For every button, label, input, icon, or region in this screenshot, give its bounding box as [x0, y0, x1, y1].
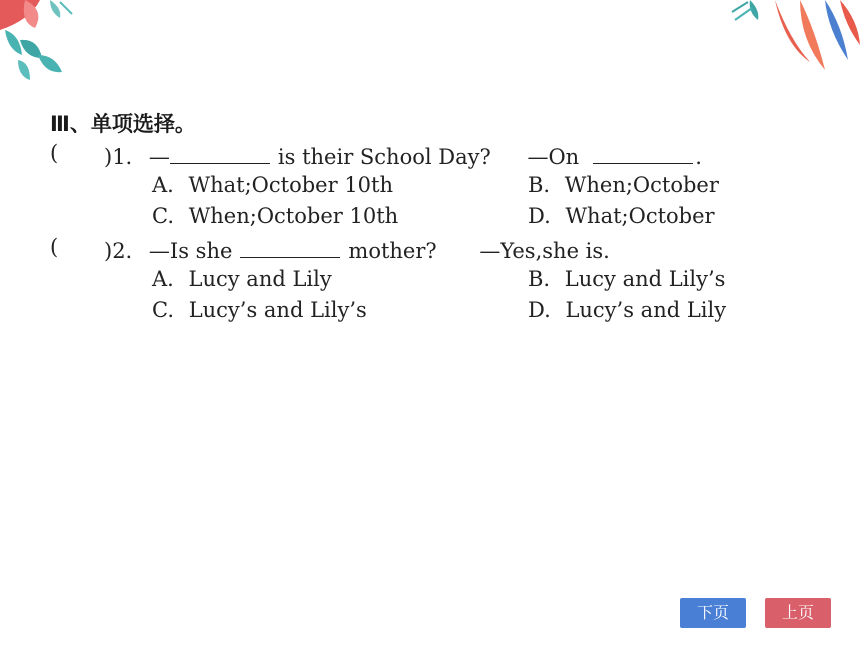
- option-letter: A.: [152, 267, 174, 291]
- option-2-c[interactable]: [152, 298, 367, 322]
- option-2-d[interactable]: [528, 298, 726, 322]
- answer-blank: [593, 141, 693, 164]
- question-stem-start: —: [148, 145, 170, 169]
- answer-blank: [240, 235, 340, 258]
- option-text: When;October 10th: [188, 204, 399, 228]
- option-text: What;October 10th: [188, 173, 394, 197]
- answer-blank: [170, 141, 270, 164]
- option-letter: D.: [528, 298, 551, 322]
- next-page-button[interactable]: 下页: [680, 598, 746, 628]
- option-text: Lucy’s and Lily’s: [188, 298, 367, 322]
- option-text: Lucy’s and Lily: [565, 298, 727, 322]
- question-stem-middle: mother?: [348, 239, 437, 263]
- option-1-a[interactable]: [152, 173, 393, 197]
- option-letter: C.: [152, 204, 174, 228]
- option-text: What;October: [565, 204, 715, 228]
- option-text: Lucy and Lily’s: [564, 267, 726, 291]
- option-letter: C.: [152, 298, 174, 322]
- option-1-d[interactable]: [528, 204, 715, 228]
- option-1-c[interactable]: [152, 204, 398, 228]
- question-1: [104, 141, 702, 169]
- question-stem-start: —Is she: [148, 239, 233, 263]
- answer-paren-open-1: (: [50, 141, 59, 165]
- question-number: )2.: [104, 239, 133, 263]
- option-letter: D.: [528, 204, 551, 228]
- previous-page-button[interactable]: 上页: [765, 598, 831, 628]
- leaf-decoration-top-right: [730, 0, 860, 75]
- option-1-b[interactable]: [528, 173, 719, 197]
- option-2-b[interactable]: [528, 267, 725, 291]
- question-number: )1.: [104, 145, 133, 169]
- question-reply: —On: [527, 145, 580, 169]
- option-2-a[interactable]: [152, 267, 332, 291]
- leaf-decoration-top-left: [0, 0, 80, 95]
- question-2: [104, 235, 610, 263]
- option-text: When;October: [564, 173, 719, 197]
- question-stem-end: .: [695, 145, 702, 169]
- question-reply: —Yes,she is.: [479, 239, 610, 263]
- option-letter: B.: [528, 173, 551, 197]
- option-letter: B.: [528, 267, 551, 291]
- question-stem-middle: is their School Day?: [277, 145, 491, 169]
- option-letter: A.: [152, 173, 174, 197]
- option-text: Lucy and Lily: [188, 267, 332, 291]
- answer-paren-open-2: (: [50, 235, 59, 259]
- section-title: Ⅲ、单项选择。: [50, 112, 196, 136]
